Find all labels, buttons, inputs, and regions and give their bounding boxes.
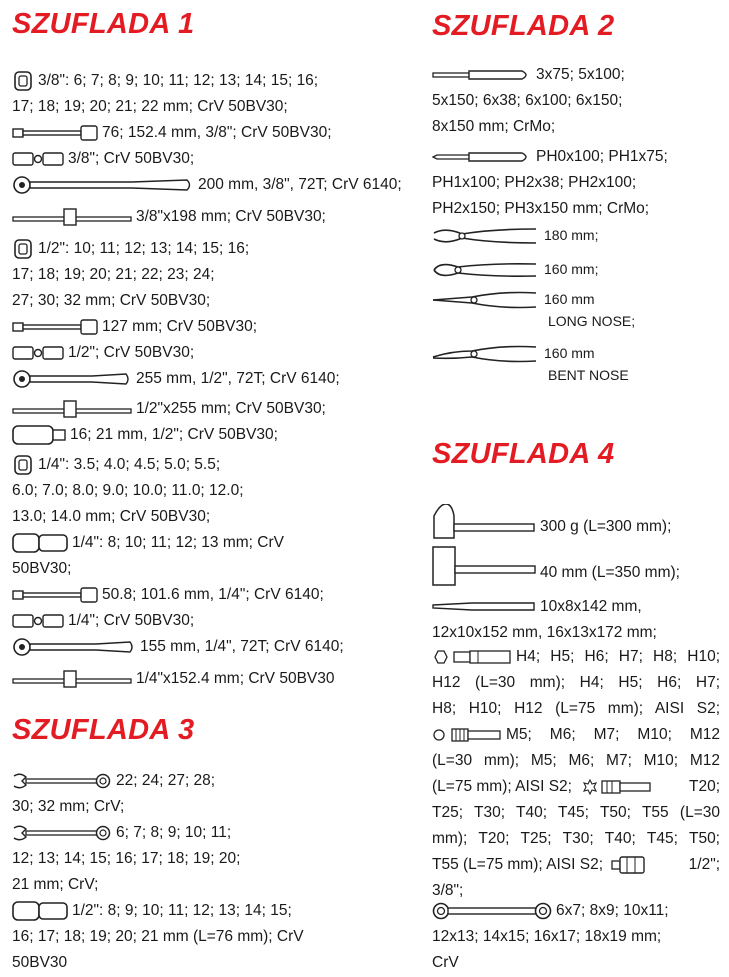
item-text-line: 21 mm; CrV; xyxy=(12,876,99,893)
item-text-line: 10x8x142 mm, xyxy=(540,598,642,615)
item-text-line: 255 mm, 1/2", 72T; CrV 6140; xyxy=(136,370,340,387)
item-text-line: PH1x100; PH2x38; PH2x100; xyxy=(432,174,637,191)
list-item xyxy=(432,224,598,246)
list-item xyxy=(12,820,240,898)
spline-bit-icon xyxy=(432,727,502,743)
socket-icon xyxy=(12,238,34,260)
item-text-line: 127 mm; CrV 50BV30; xyxy=(102,318,258,335)
item-text-line: 6; 7; 8; 9; 10; 11; xyxy=(116,824,232,841)
diagonal-cutters-icon xyxy=(432,259,540,281)
list-item xyxy=(432,144,668,222)
item-text-line: H4; H5; H6; H7; H8; H10; xyxy=(516,648,720,665)
t-bar-icon xyxy=(12,208,132,226)
item-text-line: 160 mm xyxy=(544,291,595,307)
deep-socket-icon xyxy=(12,532,68,554)
long-nose-pliers-icon xyxy=(432,289,540,311)
item-text-line: 17; 18; 19; 20; 21; 22; 23; 24; xyxy=(12,266,215,283)
item-text-line: 8x150 mm; CrMo; xyxy=(432,118,556,135)
list-item xyxy=(432,288,635,332)
list-item xyxy=(12,768,215,820)
list-item xyxy=(12,340,194,366)
list-item xyxy=(12,204,326,230)
universal-joint-icon xyxy=(12,344,64,362)
item-text-line: H8; H10; H12 (L=75 mm); AISI S2; xyxy=(432,700,720,717)
bit-adapter-icon xyxy=(611,856,645,874)
item-text-line: 3x75; 5x100; xyxy=(536,66,625,83)
socket-icon xyxy=(12,454,34,476)
socket-icon xyxy=(12,70,34,92)
list-item xyxy=(432,722,720,800)
item-text-line: T20; xyxy=(688,778,720,795)
extension-bar-icon xyxy=(12,125,98,141)
flat-screwdriver-icon xyxy=(432,68,532,82)
list-item xyxy=(12,666,335,692)
item-text-line: T55 (L=75 mm); AISI S2; xyxy=(432,856,603,873)
mallet-icon xyxy=(432,560,536,586)
section-title-szuflada-2: SZUFLADA 2 xyxy=(432,10,615,42)
combination-wrench-icon xyxy=(12,825,112,841)
ratchet-icon xyxy=(12,175,194,195)
item-text-line: 50.8; 101.6 mm, 1/4"; CrV 6140; xyxy=(102,586,324,603)
item-text-line: 27; 30; 32 mm; CrV 50BV30; xyxy=(12,292,211,309)
item-text-line: 1/2"; CrV 50BV30; xyxy=(68,344,195,361)
t-bar-icon xyxy=(12,400,132,418)
list-item xyxy=(12,120,332,146)
list-item xyxy=(432,342,629,386)
item-text-line: 40 mm (L=350 mm); xyxy=(540,564,680,582)
section-title-szuflada-4: SZUFLADA 4 xyxy=(432,438,615,470)
list-item xyxy=(12,530,284,582)
item-text-line: 1/2": 8; 9; 10; 11; 12; 13; 14; 15; xyxy=(72,902,292,919)
list-item xyxy=(432,258,598,280)
list-item xyxy=(432,514,671,540)
list-item xyxy=(12,172,402,198)
list-item xyxy=(12,898,304,976)
item-text-line: 155 mm, 1/4", 72T; CrV 6140; xyxy=(140,638,344,655)
ratchet-icon xyxy=(12,369,132,389)
list-item xyxy=(432,800,720,904)
item-text-line: 1/2"; xyxy=(688,856,720,873)
item-text-line: 1/2": 10; 11; 12; 13; 14; 15; 16; xyxy=(38,240,250,257)
list-item xyxy=(12,582,324,608)
item-text-line: 3/8"x198 mm; CrV 50BV30; xyxy=(136,208,326,225)
list-item xyxy=(432,898,669,976)
section-title-szuflada-3: SZUFLADA 3 xyxy=(12,714,195,746)
list-item xyxy=(432,644,720,722)
t-bar-icon xyxy=(12,670,132,688)
item-text-line: BENT NOSE xyxy=(548,367,629,383)
item-text-line: 76; 152.4 mm, 3/8"; CrV 50BV30; xyxy=(102,124,332,141)
deep-socket-icon xyxy=(12,900,68,922)
item-text-line: 160 mm xyxy=(544,345,595,361)
item-text-line: 12; 13; 14; 15; 16; 17; 18; 19; 20; xyxy=(12,850,241,867)
item-text-line: 1/2"x255 mm; CrV 50BV30; xyxy=(136,400,326,417)
list-item xyxy=(12,146,194,172)
phillips-screwdriver-icon xyxy=(432,150,532,164)
item-text-line: 1/4": 8; 10; 11; 12; 13 mm; CrV xyxy=(72,534,284,551)
combination-pliers-icon xyxy=(432,225,540,247)
torx-bit-icon xyxy=(582,779,676,795)
item-text-line: 300 g (L=300 mm); xyxy=(540,518,672,536)
item-text-line: 5x150; 6x38; 6x100; 6x150; xyxy=(432,92,623,109)
item-text-line: 3/8"; xyxy=(432,882,464,899)
list-item xyxy=(12,396,326,422)
item-text-line: 12x13; 14x15; 16x17; 18x19 mm; xyxy=(432,928,662,945)
universal-joint-icon xyxy=(12,150,64,168)
bent-nose-pliers-icon xyxy=(432,343,540,365)
item-text-line: 16; 21 mm, 1/2"; CrV 50BV30; xyxy=(70,426,278,443)
list-item xyxy=(12,634,344,660)
item-text-line: PH2x150; PH3x150 mm; CrMo; xyxy=(432,200,650,217)
item-text-line: 160 mm; xyxy=(544,261,599,277)
item-text-line: 12x10x152 mm, 16x13x172 mm; xyxy=(432,624,657,641)
item-text-line: 3/8"; CrV 50BV30; xyxy=(68,150,195,167)
item-text-line: mm); T20; T25; T30; T40; T45; T50; xyxy=(432,830,720,847)
hex-bit-icon xyxy=(432,649,512,665)
list-item xyxy=(432,594,657,646)
spark-plug-socket-icon xyxy=(12,424,66,446)
list-item xyxy=(12,452,244,530)
item-text-line: 6x7; 8x9; 10x11; xyxy=(556,902,669,919)
list-item xyxy=(432,62,625,140)
universal-joint-icon xyxy=(12,612,64,630)
item-text-line: 200 mm, 3/8", 72T; CrV 6140; xyxy=(198,176,402,193)
list-item xyxy=(12,68,318,120)
list-item xyxy=(12,422,278,448)
item-text-line: 50BV30 xyxy=(12,954,68,971)
extension-bar-icon xyxy=(12,587,98,603)
ratchet-icon xyxy=(12,637,136,657)
item-text-line: PH0x100; PH1x75; xyxy=(536,148,668,165)
double-ring-wrench-icon xyxy=(432,902,552,920)
item-text-line: 1/4"; CrV 50BV30; xyxy=(68,612,195,629)
item-text-line: 1/4"x152.4 mm; CrV 50BV30 xyxy=(136,670,335,687)
section-title-szuflada-1: SZUFLADA 1 xyxy=(12,8,195,40)
item-text-line: 180 mm; xyxy=(544,227,599,243)
item-text-line: 13.0; 14.0 mm; CrV 50BV30; xyxy=(12,508,211,525)
item-text-line: T25; T30; T40; T45; T50; T55 (L=30 xyxy=(432,804,720,821)
hammer-icon xyxy=(432,514,536,540)
item-text-line: (L=75 mm); AISI S2; xyxy=(432,778,572,795)
item-text-line: 16; 17; 18; 19; 20; 21 mm (L=76 mm); CrV xyxy=(12,928,304,945)
item-text-line: 50BV30; xyxy=(12,560,72,577)
combination-wrench-icon xyxy=(12,773,112,789)
item-text-line: 1/4": 3.5; 4.0; 4.5; 5.0; 5.5; xyxy=(38,456,221,473)
item-text-line: 6.0; 7.0; 8.0; 9.0; 10.0; 11.0; 12.0; xyxy=(12,482,244,499)
list-item xyxy=(12,366,340,392)
item-text-line: M5; M6; M7; M10; M12 xyxy=(506,726,720,743)
item-text-line: CrV xyxy=(432,954,459,971)
list-item xyxy=(432,560,680,586)
item-text-line: 17; 18; 19; 20; 21; 22 mm; CrV 50BV30; xyxy=(12,98,288,115)
item-text-line: H12 (L=30 mm); H4; H5; H6; H7; xyxy=(432,674,720,691)
item-text-line: (L=30 mm); M5; M6; M7; M10; M12 xyxy=(432,752,720,769)
chisel-icon xyxy=(432,601,536,613)
list-item xyxy=(12,608,194,634)
list-item xyxy=(12,236,249,314)
item-text-line: 30; 32 mm; CrV; xyxy=(12,798,125,815)
item-text-line: 22; 24; 27; 28; xyxy=(116,772,216,789)
extension-bar-icon xyxy=(12,319,98,335)
list-item xyxy=(12,314,257,340)
item-text-line: LONG NOSE; xyxy=(548,313,636,329)
item-text-line: 3/8": 6; 7; 8; 9; 10; 11; 12; 13; 14; 15; 16; xyxy=(38,72,319,89)
